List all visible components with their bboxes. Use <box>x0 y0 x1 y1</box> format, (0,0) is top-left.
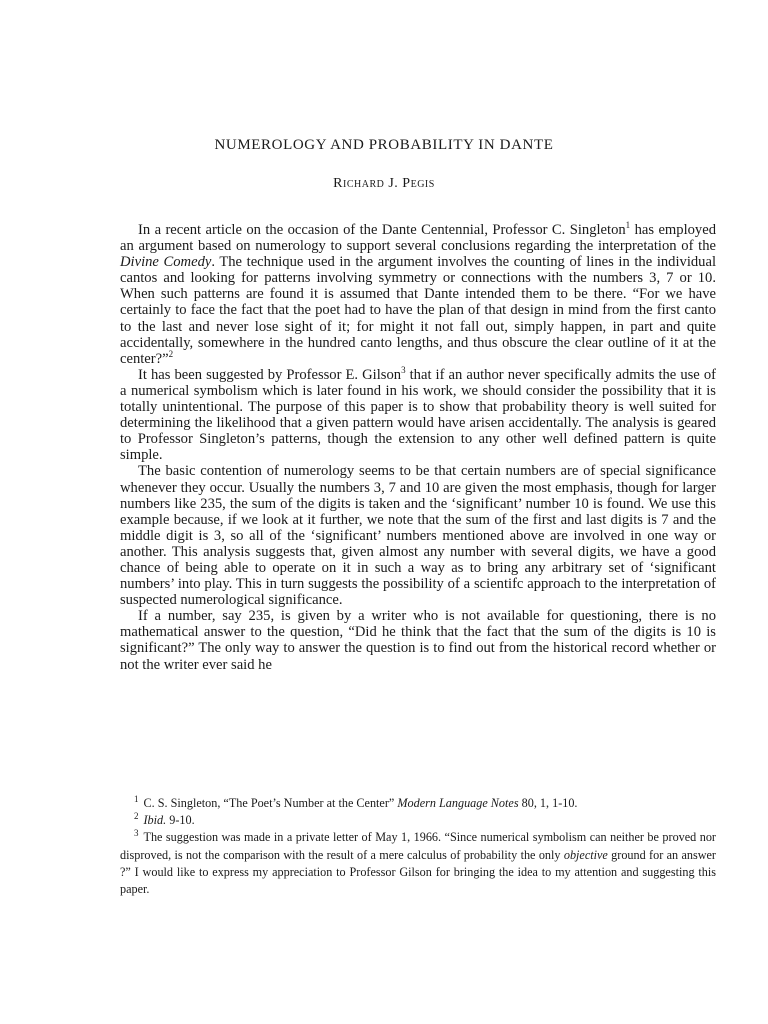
paragraph-1-text-c: . The technique used in the argument involves the counting of lines in the individual cantos and looking for patterns involving symmetry or connections with the numbers 3, 7 or 10. When such patterns are found it is assumed that Dante intended them to be there. “For we have certainly to face the fact that the poet had to have the plan of that design in mind from the first canto to the last and never lose sight of it; for might it not fall out, simply happen, in part and quite accidentally, somewhere in the hundred canto lengths, and thus obscure the clear outline of it at the center?” <box>120 254 716 367</box>
article-title: NUMEROLOGY AND PROBABILITY IN DANTE <box>214 137 554 153</box>
footnote-ref-3: 3 <box>401 364 406 375</box>
footnote-2-number: 2 <box>134 811 139 822</box>
footnote-3-number: 3 <box>134 828 139 839</box>
footnote-3-text-a: The suggestion was made in a private letter of May 1, 1966. “Since numerical symbolism can neither be proved nor disproved, is not the comparison with the result of a mere calculus of probability the only <box>120 830 716 862</box>
footnote-3-objective: objective <box>563 847 608 862</box>
footnote-1-journal: Modern Language Notes <box>397 796 519 810</box>
footnote-1 <box>120 795 716 812</box>
divine-comedy-title: Divine Comedy <box>120 254 212 271</box>
article-body <box>120 222 716 673</box>
paragraph-2-text-b: that if an author never specifically admits the use of a numerical symbolism which is later found in his work, we should consider the possibility that it is totally unintentional. The purpose of this paper is to show that probability theory is well suited for determining the likelihood that a given pattern would have arisen accidentally. The analysis is geared to Professor Singleton’s patterns, though the extension to any other well defined pattern is quite simple. <box>120 366 716 464</box>
paragraph-3: The basic contention of numerology seems to be that certain numbers are of special significance whenever they occur. Usually the numbers 3, 7 and 10 are given the most emphasis, though for larger numbers like 235, the sum of the digits is taken and the ‘significant’ number 10 is found. We use this example because, if we look at it further, we note that the sum of the first and last digits is 7 and the middle digit is 3, so all of the ‘significant’ numbers mentioned above are involved in one way or another. This analysis suggests that, given almost any number with several digits, we have a good chance of being able to operate on it in such a way as to bring any arbitrary set of ‘significant numbers’ into play. This in turn suggests the possibility of a scientifc approach to the interpretation of suspected numerological significance. <box>120 463 716 609</box>
paragraph-1-text-a: In a recent article on the occasion of the Dante Centennial, Professor C. Singleton <box>138 222 626 238</box>
paragraph-2 <box>120 364 716 464</box>
footnote-3-text-b: ground for an answer ?” I would like to express my appreciation to Professor Gilson for bringing the idea to my attention and suggesting this paper. <box>120 847 716 897</box>
footnote-ref-1: 1 <box>625 220 631 231</box>
footnote-2-text-b: 9-10. <box>166 813 195 828</box>
footnote-1-number: 1 <box>134 793 139 804</box>
footnotes <box>120 795 716 898</box>
footnote-ref-2: 2 <box>168 348 174 359</box>
paragraph-4: If a number, say 235, is given by a writer who is not available for questioning, there is no mathematical answer to the question, “Did he think that the fact that the sum of the digits is 10 is significant?” The only way to answer the question is to find out from the historical record whether or not the writer ever said he <box>120 608 716 673</box>
footnote-1-text-b: 80, 1, 1-10. <box>518 796 578 810</box>
footnote-2-ibid: Ibid. <box>143 813 167 828</box>
footnote-2 <box>120 812 716 829</box>
footnote-1-text-a: C. S. Singleton, “The Poet’s Number at the Center” <box>143 796 398 810</box>
paragraph-1 <box>120 222 716 367</box>
author-name: Richard J. Pegis <box>333 176 435 191</box>
footnote-3 <box>120 829 716 898</box>
paragraph-1-text-b: has employed an argument based on numerology to support several conclusions regarding the interpretation of the <box>120 222 716 255</box>
paragraph-2-text-a: It has been suggested by Professor E. Gilson <box>138 366 402 383</box>
